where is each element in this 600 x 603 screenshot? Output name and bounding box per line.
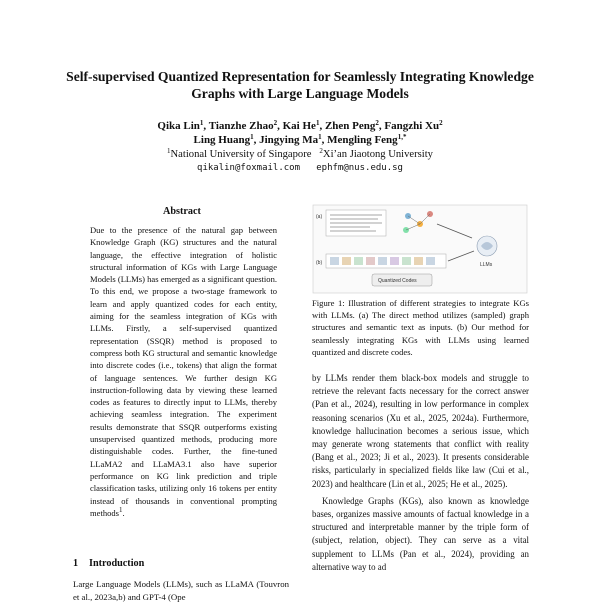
svg-text:LLMs: LLMs bbox=[480, 262, 493, 268]
paper-title: Self-supervised Quantized Representation for Seamlessly Integrating Knowledge Graphs with Large Language Models bbox=[66, 69, 534, 101]
author-name: Qika Lin bbox=[157, 120, 200, 132]
author-line-2: Ling Huang$^1$, Jingying Ma$^1$, Mengling Feng$^{1,*}$ bbox=[193, 133, 407, 146]
abstract-body: Due to the presence of the natural gap between Knowledge Graph (KG) structures and the natural language, the effective integration of holistic structural information of KGs with Large Language Models (LLMs) has emerged as a significant question. To this end, we propose a two-stage framework to learn and apply quantized codes for each entity, aiming for the seamless integration of KGs with LLMs. Firstly, a self-supervised quantized representation (SSQR) method is proposed to compress both KG structural and semantic knowledge into discrete codes (i.e., tokens) that align the format of language sentences. We further design KG instruction-following data by viewing these learned codes as features to directly input to LLMs, thereby achieving seamless integration. The experiment results demonstrate that SSQR outperforms existing unsupervised quantized methods, producing more distinguishable codes. Further, the fine-tuned LLaMA2 and LLaMA3.1 also have superior performance on KG link prediction and triple classification tasks, utilizing only 16 tokens per entity instead of thousands in conventional prompting methods$^1$. bbox=[90, 225, 277, 518]
right-column-text bbox=[312, 372, 529, 574]
section-number: 1 bbox=[73, 558, 79, 569]
author-name: Kai He bbox=[282, 120, 316, 132]
author-name: Tianzhe Zhao bbox=[208, 120, 274, 132]
figure-1 bbox=[312, 204, 528, 294]
author-name: Mengling Feng bbox=[327, 134, 398, 146]
section-heading bbox=[73, 558, 144, 569]
author-name: Fangzhi Xu bbox=[384, 120, 440, 132]
intro-text: Large Language Models (LLMs), such as LLaMA (Touvron et al., 2023a,b) and GPT-4 (Ope bbox=[73, 579, 289, 602]
author-name: Ling Huang bbox=[193, 134, 251, 146]
author-name: Zhen Peng bbox=[324, 120, 376, 132]
author-list bbox=[60, 119, 540, 147]
svg-text:Quantized Codes: Quantized Codes bbox=[378, 278, 417, 284]
section-title: Introduction bbox=[89, 558, 145, 569]
paragraph: by LLMs render them black-box models and struggle to retrieve the relevant facts necessary for the correct answer (Pan et al., 2024), resulting in low performance in complex reasoning scenarios (Xu et al., 2025, 2024a). Furthermore, knowledge hallucination becomes a serious issue, which may generate wrong statements that conflict with reality (Bang et al., 2023; Ji et al., 2023). It presents considerable risks, particularly in specialized fields like law (Cui et al., 2023) and healthcare (Lin et al., 2025; He et al., 2025). bbox=[312, 373, 529, 489]
affiliations: $^1$National University of Singapore $^2$Xi’an Jiaotong University bbox=[167, 147, 433, 160]
abstract-text: Due to the presence of the natural gap between Knowledge Graph (KG) structures and the natural language, the effective integration of holistic structural information of KGs with Large Language Models (LLMs) has emerged as a significant question. To this end, we propose a two-stage framework to learn and apply quantized codes for each entity, aiming for the seamless integration of KGs with LLMs. Firstly, a self-supervised quantized representation (SSQR) method is proposed to compress both KG structural and semantic knowledge into discrete codes (i.e., tokens) that align the format of language sentences. We further design KG instruction-following data by viewing these learned codes as features to directly input to LLMs, thereby achieving seamless integration. The experiment results demonstrate that SSQR outperforms existing unsupervised quantized methods, producing more distinguishable codes. Further, the fine-tuned LLaMA2 and LLaMA3.1 also have superior performance on KG link prediction and triple classification tasks, utilizing only 16 tokens per entity instead of thousands in conventional prompting methods bbox=[90, 225, 277, 518]
affiliation: Xi’an Jiaotong University bbox=[322, 149, 433, 160]
figure-label: (a) bbox=[316, 214, 323, 220]
author-line-1: Qika Lin$^1$, Tianzhe Zhao$^2$, Kai He$^1$, Zhen Peng$^2$, Fangzhi Xu$^2$ bbox=[157, 119, 443, 132]
abstract-heading: Abstract bbox=[163, 206, 201, 217]
paragraph: Knowledge Graphs (KGs), also known as knowledge bases, organizes massive amounts of factual knowledge in a structured and interpretable manner by the triple form of (subject, relation, object). They can serve as a vital supplement to LLMs (Pan et al., 2024), providing an alternative way to ad bbox=[312, 495, 529, 572]
author-name: Jingying Ma bbox=[259, 134, 319, 146]
footnote-mark: 1 bbox=[118, 505, 123, 514]
affiliation: National University of Singapore bbox=[170, 149, 312, 160]
figure-label: (b) bbox=[316, 260, 323, 266]
figure-caption: Figure 1: Illustration of different strategies to integrate KGs with LLMs. (a) The direct method utilizes (sampled) graph structures and semantic text as inputs. (b) Our method for seamlessly integrating KGs with LLMs using learned quantized and discrete codes. bbox=[312, 298, 529, 357]
author-emails: qikalin@foxmail.com ephfm@nus.edu.sg bbox=[197, 163, 403, 173]
